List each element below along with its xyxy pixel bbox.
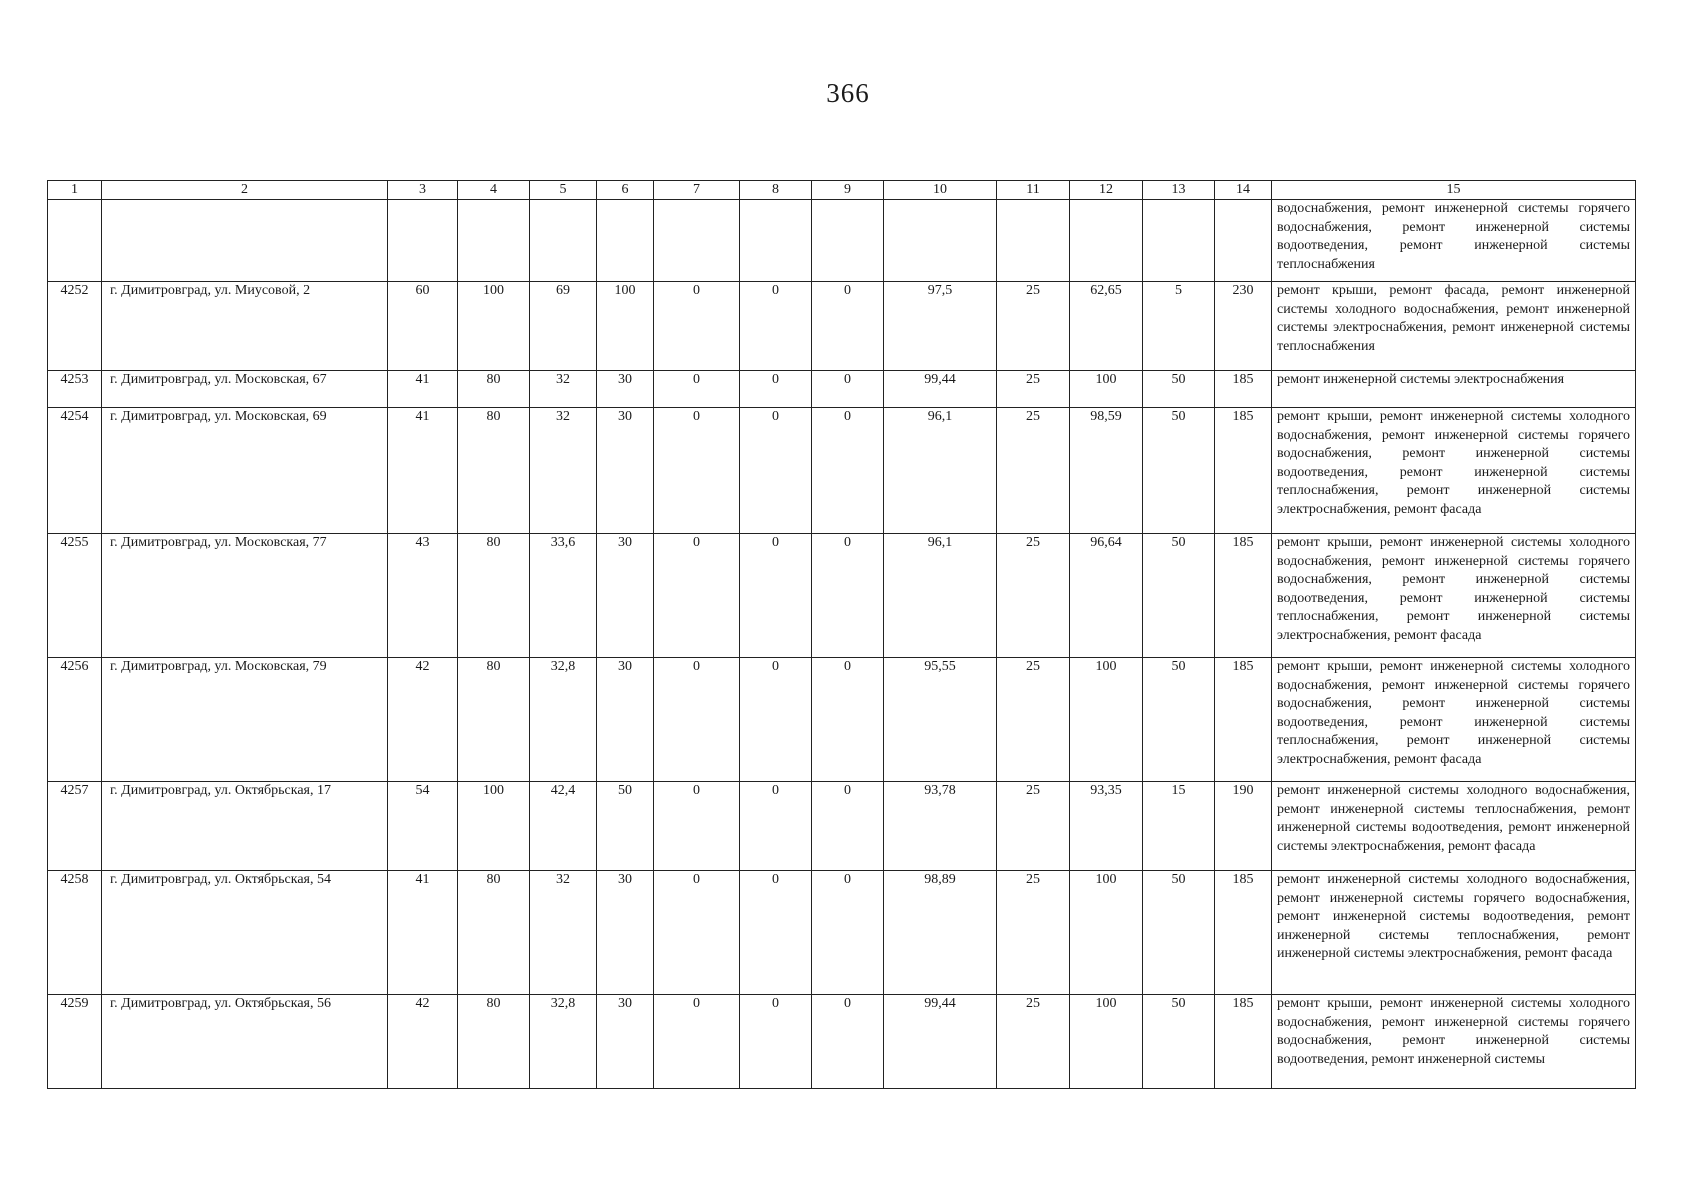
- value-cell: 50: [1143, 534, 1215, 658]
- row-number-cell: 4257: [48, 782, 102, 871]
- value-cell: 41: [388, 371, 458, 408]
- value-cell: 0: [654, 534, 740, 658]
- address-cell: г. Димитровград, ул. Октябрьская, 17: [102, 782, 388, 871]
- value-cell: 32: [530, 408, 597, 534]
- value-cell: 0: [654, 658, 740, 782]
- column-number: 14: [1215, 181, 1272, 200]
- value-cell: [530, 200, 597, 282]
- column-number: 9: [812, 181, 884, 200]
- value-cell: 80: [458, 658, 530, 782]
- value-cell: 25: [997, 534, 1070, 658]
- value-cell: 42: [388, 995, 458, 1089]
- value-cell: 50: [1143, 371, 1215, 408]
- value-cell: 25: [997, 995, 1070, 1089]
- column-number: 15: [1272, 181, 1636, 200]
- value-cell: 0: [740, 658, 812, 782]
- value-cell: 80: [458, 534, 530, 658]
- value-cell: 185: [1215, 534, 1272, 658]
- value-cell: [997, 200, 1070, 282]
- row-number-cell: 4255: [48, 534, 102, 658]
- column-number: 4: [458, 181, 530, 200]
- value-cell: 41: [388, 408, 458, 534]
- value-cell: 50: [1143, 871, 1215, 995]
- value-cell: 41: [388, 871, 458, 995]
- value-cell: 32,8: [530, 658, 597, 782]
- value-cell: 0: [740, 995, 812, 1089]
- value-cell: 0: [812, 371, 884, 408]
- value-cell: 0: [654, 871, 740, 995]
- value-cell: 42,4: [530, 782, 597, 871]
- value-cell: 32,8: [530, 995, 597, 1089]
- table-row: [48, 658, 1636, 782]
- value-cell: 96,1: [884, 534, 997, 658]
- value-cell: 0: [740, 782, 812, 871]
- value-cell: 5: [1143, 282, 1215, 371]
- value-cell: 25: [997, 871, 1070, 995]
- value-cell: [1215, 200, 1272, 282]
- value-cell: 25: [997, 371, 1070, 408]
- value-cell: 30: [597, 534, 654, 658]
- column-number: 6: [597, 181, 654, 200]
- column-number: 7: [654, 181, 740, 200]
- table-row: [48, 995, 1636, 1089]
- page-number: 366: [826, 78, 870, 108]
- value-cell: 100: [1070, 371, 1143, 408]
- value-cell: 0: [812, 658, 884, 782]
- address-cell: г. Димитровград, ул. Московская, 67: [102, 371, 388, 408]
- row-number-cell: 4254: [48, 408, 102, 534]
- address-cell: г. Димитровград, ул. Октябрьская, 56: [102, 995, 388, 1089]
- address-cell: г. Димитровград, ул. Московская, 69: [102, 408, 388, 534]
- column-number: 8: [740, 181, 812, 200]
- value-cell: [1070, 200, 1143, 282]
- value-cell: 42: [388, 658, 458, 782]
- column-number: 11: [997, 181, 1070, 200]
- value-cell: 60: [388, 282, 458, 371]
- row-number-cell: 4258: [48, 871, 102, 995]
- value-cell: 100: [597, 282, 654, 371]
- value-cell: 230: [1215, 282, 1272, 371]
- value-cell: 93,35: [1070, 782, 1143, 871]
- value-cell: 95,55: [884, 658, 997, 782]
- works-cell: ремонт инженерной системы холодного водоснабжения, ремонт инженерной системы теплоснабжения, ремонт инженерной системы водоотведения, ремонт инженерной системы электроснабжения, ремонт фасада: [1272, 782, 1636, 871]
- value-cell: 32: [530, 871, 597, 995]
- value-cell: 32: [530, 371, 597, 408]
- address-cell: г. Димитровград, ул. Московская, 79: [102, 658, 388, 782]
- value-cell: 80: [458, 995, 530, 1089]
- value-cell: 0: [812, 282, 884, 371]
- value-cell: 0: [654, 371, 740, 408]
- value-cell: 0: [654, 995, 740, 1089]
- value-cell: 54: [388, 782, 458, 871]
- value-cell: [740, 200, 812, 282]
- row-number-cell: 4252: [48, 282, 102, 371]
- value-cell: 0: [812, 534, 884, 658]
- value-cell: 43: [388, 534, 458, 658]
- value-cell: 185: [1215, 408, 1272, 534]
- value-cell: 30: [597, 371, 654, 408]
- value-cell: 25: [997, 408, 1070, 534]
- value-cell: 0: [740, 371, 812, 408]
- value-cell: 190: [1215, 782, 1272, 871]
- works-cell: ремонт крыши, ремонт инженерной системы холодного водоснабжения, ремонт инженерной системы горячего водоснабжения, ремонт инженерной системы водоотведения, ремонт инженерной системы теплоснабжения, ремонт инженерной системы электроснабжения, ремонт фасада: [1272, 658, 1636, 782]
- row-number-cell: [48, 200, 102, 282]
- value-cell: 0: [740, 534, 812, 658]
- value-cell: 30: [597, 658, 654, 782]
- houses-table: [47, 180, 1636, 1089]
- works-cell: ремонт инженерной системы холодного водоснабжения, ремонт инженерной системы горячего водоснабжения, ремонт инженерной системы водоотведения, ремонт инженерной системы теплоснабжения, ремонт инженерной системы электроснабжения, ремонт фасада: [1272, 871, 1636, 995]
- value-cell: 25: [997, 282, 1070, 371]
- value-cell: 96,1: [884, 408, 997, 534]
- value-cell: [458, 200, 530, 282]
- value-cell: 0: [654, 408, 740, 534]
- value-cell: 0: [812, 995, 884, 1089]
- value-cell: 0: [740, 871, 812, 995]
- value-cell: 100: [458, 282, 530, 371]
- value-cell: 25: [997, 782, 1070, 871]
- table-row: [48, 782, 1636, 871]
- column-number: 3: [388, 181, 458, 200]
- value-cell: 80: [458, 408, 530, 534]
- value-cell: 99,44: [884, 995, 997, 1089]
- value-cell: 62,65: [1070, 282, 1143, 371]
- value-cell: 100: [1070, 871, 1143, 995]
- address-cell: г. Димитровград, ул. Миусовой, 2: [102, 282, 388, 371]
- value-cell: 185: [1215, 995, 1272, 1089]
- table-row: [48, 871, 1636, 995]
- value-cell: [597, 200, 654, 282]
- value-cell: 25: [997, 658, 1070, 782]
- value-cell: 0: [740, 282, 812, 371]
- value-cell: 15: [1143, 782, 1215, 871]
- value-cell: 0: [740, 408, 812, 534]
- value-cell: 50: [597, 782, 654, 871]
- value-cell: 0: [654, 282, 740, 371]
- value-cell: 97,5: [884, 282, 997, 371]
- value-cell: 96,64: [1070, 534, 1143, 658]
- column-number-row: [48, 181, 1636, 200]
- value-cell: 185: [1215, 371, 1272, 408]
- value-cell: 50: [1143, 658, 1215, 782]
- table-row: [48, 408, 1636, 534]
- value-cell: 99,44: [884, 371, 997, 408]
- value-cell: 185: [1215, 658, 1272, 782]
- value-cell: [388, 200, 458, 282]
- address-cell: г. Димитровград, ул. Октябрьская, 54: [102, 871, 388, 995]
- value-cell: 0: [812, 782, 884, 871]
- value-cell: 80: [458, 371, 530, 408]
- works-cell: ремонт крыши, ремонт фасада, ремонт инженерной системы холодного водоснабжения, ремонт инженерной системы электроснабжения, ремонт инженерной системы теплоснабжения: [1272, 282, 1636, 371]
- value-cell: [812, 200, 884, 282]
- address-cell: [102, 200, 388, 282]
- column-number: 2: [102, 181, 388, 200]
- table-row: [48, 371, 1636, 408]
- value-cell: 93,78: [884, 782, 997, 871]
- column-number: 1: [48, 181, 102, 200]
- value-cell: [1143, 200, 1215, 282]
- value-cell: [654, 200, 740, 282]
- works-cell: ремонт крыши, ремонт инженерной системы холодного водоснабжения, ремонт инженерной системы горячего водоснабжения, ремонт инженерной системы водоотведения, ремонт инженерной системы теплоснабжения, ремонт инженерной системы электроснабжения, ремонт фасада: [1272, 408, 1636, 534]
- value-cell: 30: [597, 408, 654, 534]
- works-cell: ремонт инженерной системы электроснабжения: [1272, 371, 1636, 408]
- value-cell: 30: [597, 871, 654, 995]
- column-number: 5: [530, 181, 597, 200]
- value-cell: 98,59: [1070, 408, 1143, 534]
- works-cell: ремонт крыши, ремонт инженерной системы холодного водоснабжения, ремонт инженерной системы горячего водоснабжения, ремонт инженерной системы водоотведения, ремонт инженерной системы теплоснабжения, ремонт инженерной системы электроснабжения, ремонт фасада: [1272, 534, 1636, 658]
- row-number-cell: 4259: [48, 995, 102, 1089]
- address-cell: г. Димитровград, ул. Московская, 77: [102, 534, 388, 658]
- column-number: 12: [1070, 181, 1143, 200]
- column-number: 10: [884, 181, 997, 200]
- value-cell: 100: [458, 782, 530, 871]
- value-cell: [884, 200, 997, 282]
- table-row: [48, 282, 1636, 371]
- value-cell: 0: [812, 871, 884, 995]
- row-number-cell: 4253: [48, 371, 102, 408]
- value-cell: 33,6: [530, 534, 597, 658]
- column-number: 13: [1143, 181, 1215, 200]
- value-cell: 0: [654, 782, 740, 871]
- works-cell: водоснабжения, ремонт инженерной системы горячего водоснабжения, ремонт инженерной системы водоотведения, ремонт инженерной системы теплоснабжения: [1272, 200, 1636, 282]
- table-row: [48, 200, 1636, 282]
- row-number-cell: 4256: [48, 658, 102, 782]
- value-cell: 100: [1070, 995, 1143, 1089]
- value-cell: 80: [458, 871, 530, 995]
- value-cell: 69: [530, 282, 597, 371]
- value-cell: 50: [1143, 995, 1215, 1089]
- value-cell: 50: [1143, 408, 1215, 534]
- value-cell: 98,89: [884, 871, 997, 995]
- value-cell: 185: [1215, 871, 1272, 995]
- table-row: [48, 534, 1636, 658]
- value-cell: 30: [597, 995, 654, 1089]
- works-cell: ремонт крыши, ремонт инженерной системы холодного водоснабжения, ремонт инженерной системы горячего водоснабжения, ремонт инженерной системы водоотведения, ремонт инженерной системы: [1272, 995, 1636, 1089]
- value-cell: 0: [812, 408, 884, 534]
- value-cell: 100: [1070, 658, 1143, 782]
